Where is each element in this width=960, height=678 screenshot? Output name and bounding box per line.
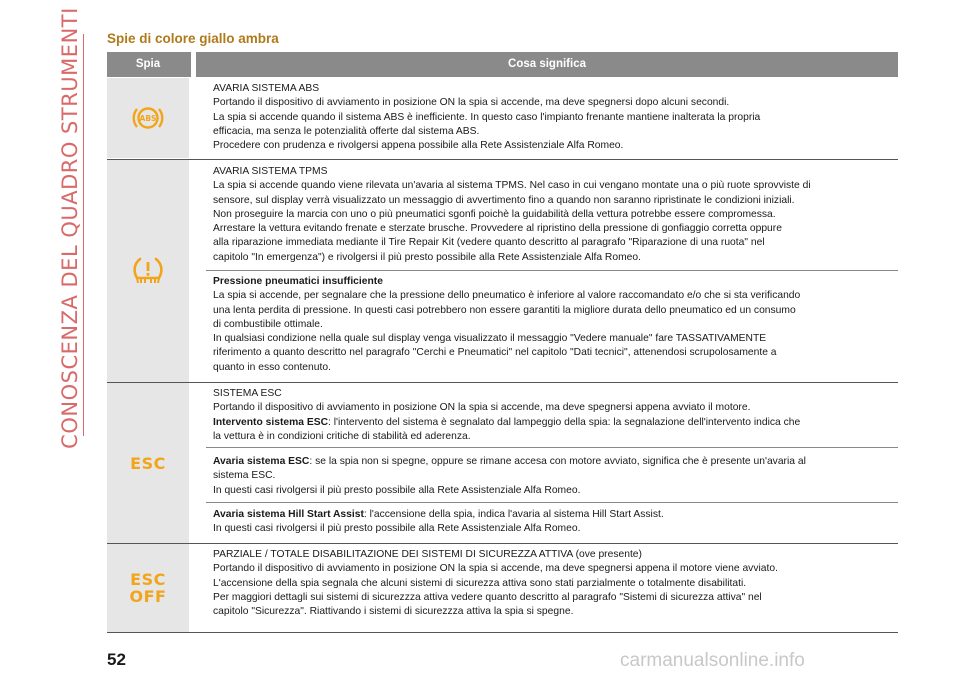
header-spia: Spia — [135, 58, 161, 70]
esc-description — [213, 387, 893, 444]
tpms-line: alla riparazione immediata mediante il Tire Repair Kit (vedere quanto descritto al paragrafo "Riparazione di una ruota" nel — [213, 237, 765, 249]
esc-avaria-line: sistema ESC. — [213, 470, 276, 482]
esc-off-icon-line: ESC — [130, 570, 166, 589]
header-cosa-significa: Cosa significa — [508, 58, 586, 70]
esc-line: la vettura è in condizioni critiche di stabilità ed aderenza. — [213, 430, 471, 442]
row-divider — [107, 159, 898, 160]
tpms-line: AVARIA SISTEMA TPMS — [213, 166, 328, 177]
tire-pressure-warning-icon — [131, 256, 165, 286]
page-number: 52 — [107, 650, 126, 669]
tpms-sub-line: di combustibile ottimale. — [213, 318, 323, 330]
tpms-line: sensore, sul display verrà visualizzato un messaggio di avvertimento fino a quando non saranno ripristinate le condizioni iniziali. — [213, 194, 795, 206]
esc-avaria-line: In questi casi rivolgersi il più presto possibile alla Rete Assistenziale Alfa Romeo. — [213, 484, 581, 496]
section-title: Spie di colore giallo ambra — [107, 31, 279, 46]
row-divider — [107, 382, 898, 383]
esc-off-icon-line: OFF — [129, 587, 167, 606]
row-divider — [107, 543, 898, 544]
tpms-sub-line: una lenta perdita di pressione. In questi casi potrebbero non essere garantiti la migliore durata dello pneumatico ed un consumo — [213, 304, 796, 316]
tpms-sub-line: quanto in esso contenuto. — [213, 361, 331, 373]
esc-off-line: Per maggiori dettagli sui sistemi di sicurezzza attiva vedere quanto descritto al paragrafo "Sistemi di sicurezza attiva" nel — [213, 591, 762, 603]
tpms-description — [213, 165, 893, 265]
esc-icon-cell — [107, 383, 189, 543]
esc-off-line: PARZIALE / TOTALE DISABILITAZIONE DEI SISTEMI DI SICUREZZA ATTIVA (ove presente) — [213, 549, 642, 560]
esc-off-description — [213, 548, 893, 619]
abs-line: La spia si accende quando il sistema ABS è inefficiente. In questo caso l'impianto frenante mantiene inalterata la propria — [213, 111, 761, 123]
abs-warning-icon — [131, 104, 165, 132]
tpms-sub-title: Pressione pneumatici insufficiente — [213, 276, 383, 287]
sub-divider — [206, 447, 898, 448]
tpms-line: capitolo "In emergenza") e rivolgersi il più presto possibile alla Rete Assistenziale Alfa Romeo. — [213, 251, 641, 263]
esc-off-warning-icon — [130, 571, 167, 605]
tpms-icon-cell — [107, 160, 189, 382]
tpms-sub-line: In qualsiasi condizione nella quale sul display venga visualizzato il messaggio "Vedere manuale" fare TASSATIVAMENTE — [213, 333, 767, 345]
table-header — [107, 52, 898, 77]
hill-start-line: In questi casi rivolgersi il più presto possibile alla Rete Assistenziale Alfa Romeo. — [213, 523, 581, 535]
watermark: carmanualsonline.info — [620, 650, 805, 671]
tpms-sub-line: riferimento a quanto descritto nel paragrafo "Cerchi e Pneumatici" nel capitolo "Dati tecnici", attenendosi scrupolosamente a — [213, 347, 777, 359]
abs-line: Portando il dispositivo di avviamento in posizione ON la spia si accende, ma deve spegnersi dopo alcuni secondi. — [213, 97, 730, 109]
chapter-side-title-text: CONOSCENZA DEL QUADRO STRUMENTI — [58, 7, 82, 449]
abs-icon-cell — [107, 78, 189, 158]
esc-off-line: L'accensione della spia segnala che alcuni sistemi di sicurezza attiva sono stati parzialmente o totalmente disabilitati. — [213, 577, 747, 589]
esc-intervento: Intervento sistema ESC: l'intervento del sistema è segnalato dal lampeggio della spia: la segnalazione dell'intervento indica che — [213, 416, 801, 428]
tpms-line: Arrestare la vettura evitando frenate e sterzate brusche. Provvedere al ripristino della pressione di gonfiaggio corretta oppure — [213, 223, 782, 235]
tpms-line: Non proseguire la marcia con uno o più pneumatici sgonfi poichè la guidabilità della vettura potrebbe essere compromessa. — [213, 208, 776, 220]
chapter-side-rule — [83, 34, 84, 436]
esc-off-line: capitolo "Sicurezza". Riattivando i sistemi di sicurezzza attiva la spia si spegne. — [213, 606, 574, 618]
abs-line: AVARIA SISTEMA ABS — [213, 83, 320, 94]
tpms-line: La spia si accende quando viene rilevata un'avaria al sistema TPMS. Nel caso in cui vengano montate una o più ruote sprovviste di — [213, 180, 811, 192]
abs-line: Procedere con prudenza e rivolgersi appena possibile alla Rete Assistenziale Alfa Romeo. — [213, 140, 624, 152]
esc-avaria: Avaria sistema ESC: se la spia non si spegne, oppure se rimane accesa con motore avviato, significa che è presente un'avaria al — [213, 456, 806, 467]
svg-text:ABS: ABS — [139, 114, 157, 123]
esc-off-line: Portando il dispositivo di avviamento in posizione ON la spia si accende, ma deve spegnersi appena il motore viene avviato. — [213, 563, 778, 575]
esc-line: Portando il dispositivo di avviamento in posizione ON la spia si accende, ma deve spegnersi appena avviato il motore. — [213, 402, 751, 414]
abs-description — [213, 82, 893, 153]
tpms-low-pressure-description — [213, 275, 893, 375]
tpms-sub-line: La spia si accende, per segnalare che la pressione dello pneumatico è inferiore al valore raccomandato e/o che si sta verificando — [213, 290, 801, 302]
esc-line: SISTEMA ESC — [213, 388, 282, 399]
esc-warning-icon: ESC — [130, 453, 166, 473]
sub-divider — [206, 270, 898, 271]
hill-start-description — [213, 508, 893, 537]
abs-line: efficacia, ma senza le potenzialità offerte dal sistema ABS. — [213, 125, 480, 137]
sub-divider — [206, 502, 898, 503]
esc-off-icon-cell — [107, 544, 189, 632]
hill-start-title: Avaria sistema Hill Start Assist: l'accensione della spia, indica l'avaria al sistema Hill Start Assist. — [213, 509, 664, 520]
esc-avaria-description — [213, 455, 893, 498]
row-divider — [107, 632, 898, 633]
